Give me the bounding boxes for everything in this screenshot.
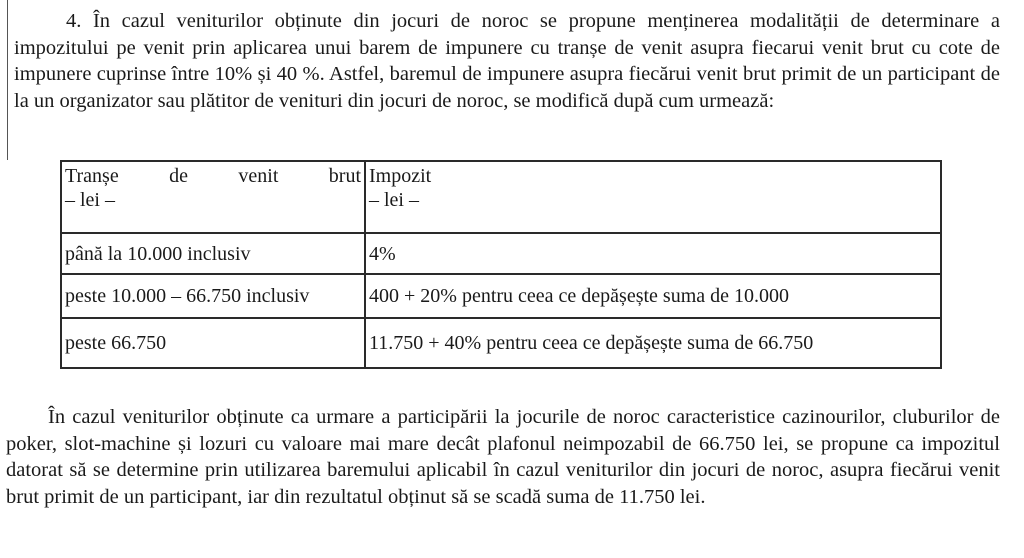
header-cell-brackets [61,161,365,233]
tax-cell: 11.750 + 40% pentru ceea ce depășește suma de 66.750 [365,318,941,368]
table-row [61,233,941,274]
paragraph-casino-income: În cazul veniturilor obținute ca urmare a participării la jocurile de noroc caracteristice cazinourilor, cluburilor de poker, slot-machine și lozuri cu valoare mai mare decât plafonul neimpozabil de 66.750 lei, se propune ca impozitul datorat să se determine prin utilizarea baremului aplicabil în cazul veniturilor din jocuri de noroc, asupra fiecărui venit brut primit de un participant, iar din rezultatul obținut să se scadă suma de 11.750 lei. [6,406,1000,508]
paragraph-gambling-income: 4. În cazul veniturilor obținute din jocuri de noroc se propune menținerea modalității de determinare a impozitului pe venit prin aplicarea unui barem de impunere cu tranșe de venit asupra fiecarui venit brut cu cote de impunere cuprinse între 10% și 40 %. Astfel, baremul de impunere asupra fiecărui venit brut primit de un participant de la un organizator sau plătitor de venituri din jocuri de noroc, se modifică după cum urmează: [14,10,1000,112]
header-tax-unit: – lei – [369,189,419,211]
bracket-cell: peste 10.000 – 66.750 inclusiv [61,274,365,318]
header-brackets-label: Tranșe de venit brut [65,165,361,187]
header-brackets-unit: – lei – [65,189,115,211]
table-row [61,318,941,368]
header-tax-label: Impozit [369,165,432,187]
tax-cell: 4% [365,233,941,274]
table-row [61,274,941,318]
tax-bracket-table [60,160,942,369]
bracket-cell: până la 10.000 inclusiv [61,233,365,274]
tax-cell: 400 + 20% pentru ceea ce depășește suma de 10.000 [365,274,941,318]
margin-line [7,0,8,160]
table-header-row [61,161,941,233]
header-cell-tax [365,161,941,233]
bracket-cell: peste 66.750 [61,318,365,368]
